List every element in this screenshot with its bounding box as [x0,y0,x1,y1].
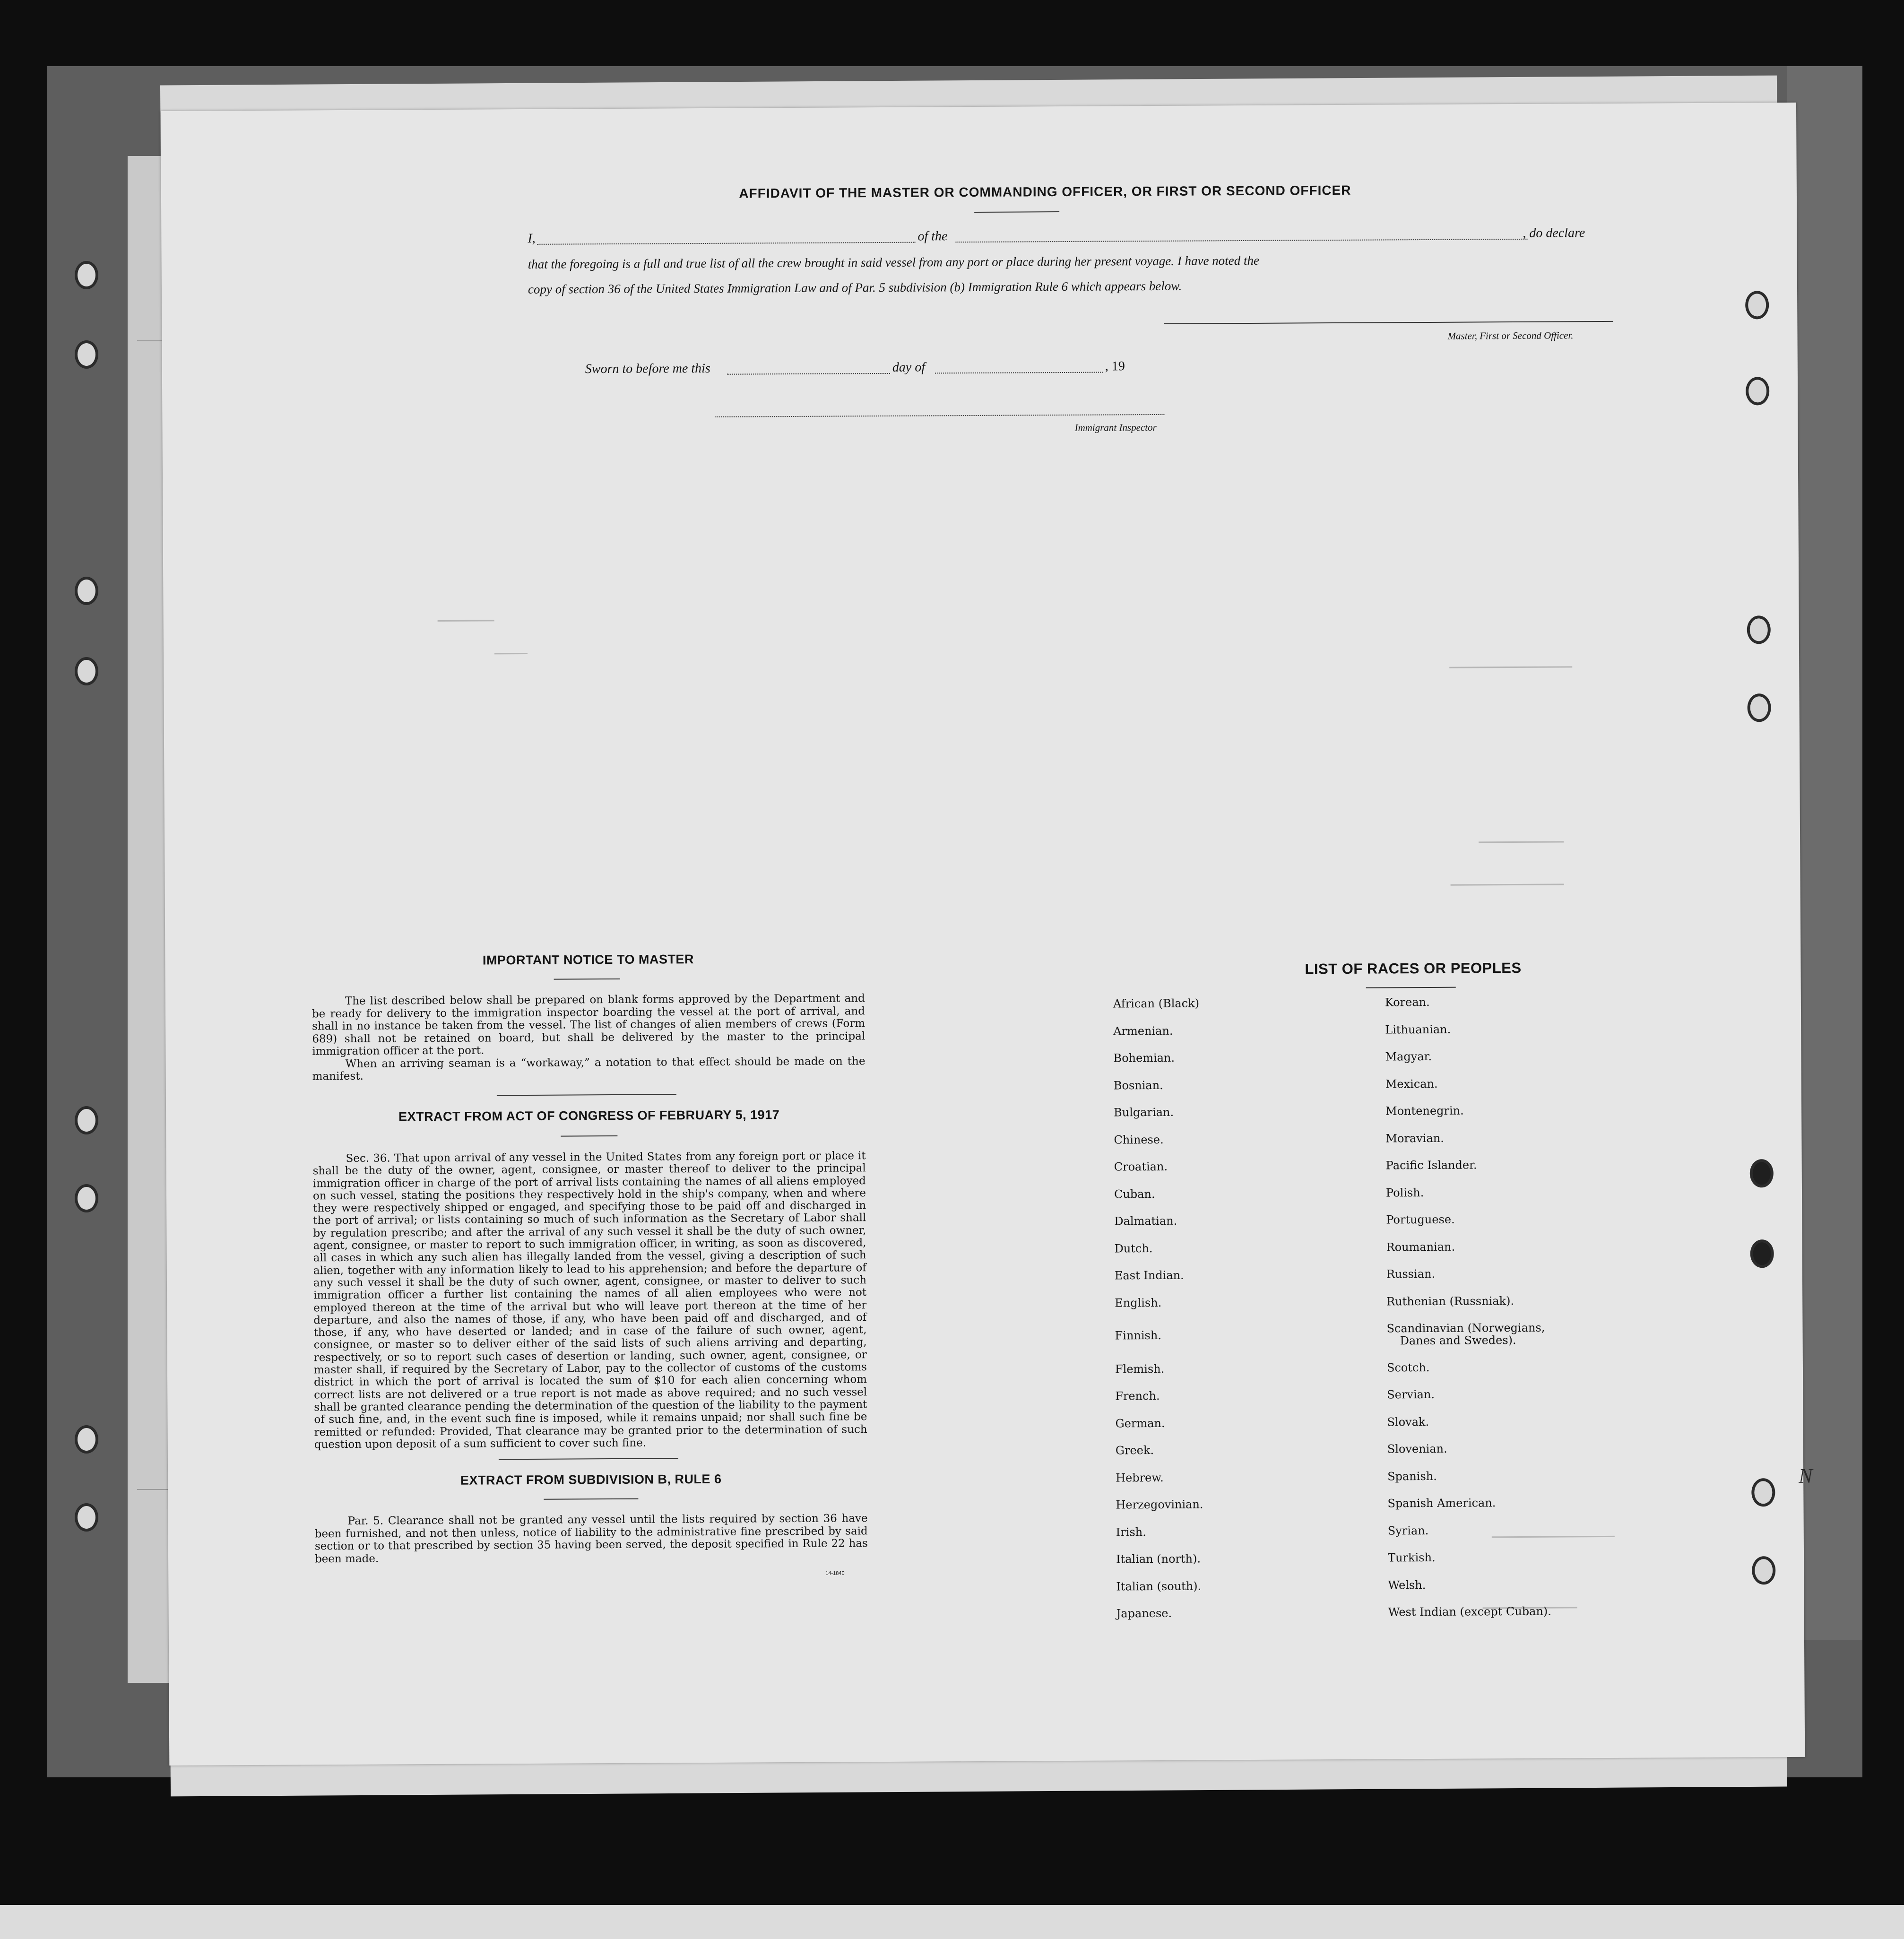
vessel-label: of the [917,229,948,244]
binder-hole [75,1425,98,1454]
race-entry: Dalmatian. [1114,1214,1177,1228]
act-title: EXTRACT FROM ACT OF CONGRESS OF FEBRUARY 5, 1917 [398,1108,780,1124]
race-entry: Mexican. [1385,1077,1438,1091]
affidavit-title: AFFIDAVIT OF THE MASTER OR COMMANDING OFFICER, OR FIRST OR SECOND OFFICER [739,182,1351,201]
binder-hole [1752,1556,1775,1584]
race-entry: Hebrew. [1116,1471,1164,1484]
race-entry: Spanish. [1387,1469,1437,1483]
binder-hole [75,1503,98,1532]
rule-title: EXTRACT FROM SUBDIVISION B, RULE 6 [460,1472,722,1488]
binder-hole [1750,1159,1774,1187]
race-entry: Roumanian. [1386,1240,1455,1254]
race-entry: Lithuanian. [1385,1022,1451,1036]
act-underline [561,1135,617,1137]
race-entry: Portuguese. [1386,1212,1455,1227]
bleed-through-mark [1451,883,1564,885]
race-entry: Flemish. [1115,1362,1165,1376]
race-entry: Italian (south). [1116,1579,1202,1593]
notice-paragraph-1: The list described below shall be prepared on blank forms approved by the Department and be ready for delivery to the immigration inspector boarding the vessel at the port of arrival, and shall in no instance be taken from the vessel. The list of changes of alien members of crews (Form 689) shall not be retained on board, but shall be delivered by the master to the principal immigration officer at the port. [312,992,865,1058]
race-entry: Cuban. [1114,1187,1155,1201]
race-entry: Korean. [1385,995,1430,1009]
race-entry: Finnish. [1115,1328,1161,1342]
race-entry: Bohemian. [1113,1051,1175,1065]
notice-underline [554,978,620,980]
bleed-through-mark [1449,666,1572,668]
binder-hole [1747,615,1771,644]
master-signature-label: Master, First or Second Officer. [1447,329,1574,342]
race-entry: Croatian. [1114,1160,1168,1174]
race-entry: Irish. [1116,1525,1146,1539]
race-entry: Greek. [1115,1444,1154,1457]
film-edge-strip [0,1905,1904,1939]
race-entry: Italian (north). [1116,1552,1201,1566]
binder-hole [1750,1239,1774,1268]
race-entry: Syrian. [1387,1524,1429,1537]
notice-body [312,992,865,1083]
race-entry: Japanese. [1116,1606,1172,1620]
race-entry: West Indian (except Cuban). [1388,1604,1551,1619]
race-entry: Pacific Islander. [1385,1158,1477,1172]
title-underline [974,211,1059,213]
handwritten-mark: N [1799,1464,1813,1488]
inspector-signature-line[interactable] [715,414,1164,417]
binder-hole [75,1106,98,1134]
race-entry: Bosnian. [1113,1078,1163,1092]
binder-hole [75,657,98,685]
race-entry: Armenian. [1113,1024,1173,1038]
race-entry: English. [1115,1296,1162,1309]
race-entry: African (Black) [1113,996,1200,1011]
rule-underline [544,1498,638,1500]
binder-hole [75,340,98,369]
race-entry: Servian. [1387,1387,1435,1402]
inspector-label: Immigrant Inspector [1074,421,1157,433]
section-divider [497,1094,676,1096]
bleed-through-mark [1479,841,1564,843]
race-entry: Magyar. [1385,1049,1432,1064]
race-entry: Spanish American. [1387,1496,1496,1510]
binder-hole [75,577,98,605]
race-entry: Dutch. [1114,1241,1153,1255]
day-of-label: day of [892,360,926,375]
rule-paragraph-text: Par. 5. Clearance shall not be granted any vessel until the lists required by section 36 have been furnished, and not then unless, notice of liability to the administrative fine prescribed by said section or to that prescribed by section 35 having been served, the deposit specified in Rule 22 has been made. [314,1512,868,1565]
vessel-name-field[interactable] [955,239,1527,242]
rule-body [315,1512,868,1565]
race-entry: Polish. [1385,1186,1424,1199]
race-entry: Welsh. [1388,1578,1426,1592]
races-title: LIST OF RACES OR PEOPLES [1305,959,1522,978]
race-entry: Scandinavian (Norwegians, [1386,1321,1545,1335]
affidavit-page [161,103,1813,1766]
section-divider [499,1458,678,1460]
act-section-36-text: Sec. 36. That upon arrival of any vessel in the United States from any foreign port or place it shall be the duty of the owner, agent, consignee, or master thereof to deliver to the principal immigration officer in charge of the port of arrival lists containing the names of all aliens employed on such vessel, stating the positions they respectively hold in the ship's company, when and where they were respectively shipped or engaged, and specifying those to be paid off and discharged in the port of arrival; or lists containing so much of such information as the Secretary of Labor shall by regulation prescribe; and after the arrival of any such vessel it shall be the duty of such owner, agent, consignee, or master to report to such immigration officer, in writing, as soon as discovered, all cases in which any such alien has illegally landed from the vessel, giving a description of such alien, together with any information likely to lead to his apprehension; and before the departure of any such vessel it shall be the duty of such owner, agent, consignee, or master to deliver to such immigration officer a further list containing the names of all alien employees who were not employed thereon at the time of the arrival but who will leave port thereon at the time of her departure, and also the names of those, if any, who have been paid off and discharged, and of those, if any, who have deserted or landed; and in case of the failure of such owner, agent, consignee, or master so to deliver either of the said lists of such aliens arriving and departing, respectively, or so to report such cases of desertion or landing, such owner, agent, consignee, or master shall, if required by the Secretary of Labor, pay to the collector of customs of the customs district in which the port of arrival is located the sum of $10 for each alien concerning whom correct lists are not delivered or a true report is not made as above required; and no such vessel shall be granted clearance pending the determination of the question of the liability to the payment of such fine, and, in the event such fine is imposed, while it remains unpaid; nor shall such fine be remitted or refunded: Provided, That clearance may be granted prior to the determination of such question upon deposit of a sum sufficient to cover such fine. [312,1150,867,1451]
binder-hole [1751,1478,1775,1506]
notice-title: IMPORTANT NOTICE TO MASTER [482,952,694,968]
race-entry: Danes and Swedes). [1400,1333,1516,1348]
sworn-label: Sworn to before me this [585,361,710,377]
binder-hole [1747,693,1771,722]
notice-paragraph-2: When an arriving seaman is a “workaway,” a notation to that effect should be made on the manifest. [312,1055,865,1083]
race-entry: Bulgarian. [1114,1105,1174,1119]
form-number: 14-1840 [825,1570,845,1576]
master-signature-line[interactable] [1164,321,1613,324]
race-entry: Russian. [1386,1267,1436,1281]
race-entry: Slovenian. [1387,1442,1447,1456]
bleed-through-mark [1492,1536,1615,1538]
bleed-through-mark [438,620,494,622]
binder-hole [1745,291,1769,319]
race-entry: Slovak. [1387,1415,1429,1428]
race-entry: Moravian. [1385,1131,1444,1145]
binder-hole [75,261,98,289]
race-entry: East Indian. [1114,1268,1184,1282]
declarant-label: I, [528,231,536,246]
races-underline [1366,987,1456,988]
race-entry: Turkish. [1387,1550,1436,1565]
affidavit-line-3: copy of section 36 of the United States Immigration Law and of Par. 5 subdivision (b) Immigration Rule 6 which appears below. [528,278,1182,296]
affidavit-line-2: that the foregoing is a full and true list of all the crew brought in said vessel from any port or place during her present voyage. I have noted the [528,253,1260,271]
act-body [313,1150,867,1451]
race-entry: Ruthenian (Russniak). [1386,1294,1515,1308]
race-entry: Herzegovinian. [1116,1498,1203,1512]
binder-hole [1746,377,1769,405]
declare-text: , do declare [1523,225,1585,241]
race-entry: French. [1115,1389,1160,1403]
sworn-month-field[interactable] [935,372,1103,374]
binder-hole [75,1184,98,1212]
race-entry: Chinese. [1114,1133,1164,1146]
race-entry: Montenegrin. [1385,1104,1464,1118]
declarant-name-field[interactable] [537,242,915,245]
bleed-through-mark [494,653,528,654]
race-entry: German. [1115,1416,1165,1430]
year-prefix: , 19 [1105,359,1125,374]
race-entry: Scotch. [1386,1360,1430,1374]
sworn-day-field[interactable] [727,373,890,375]
